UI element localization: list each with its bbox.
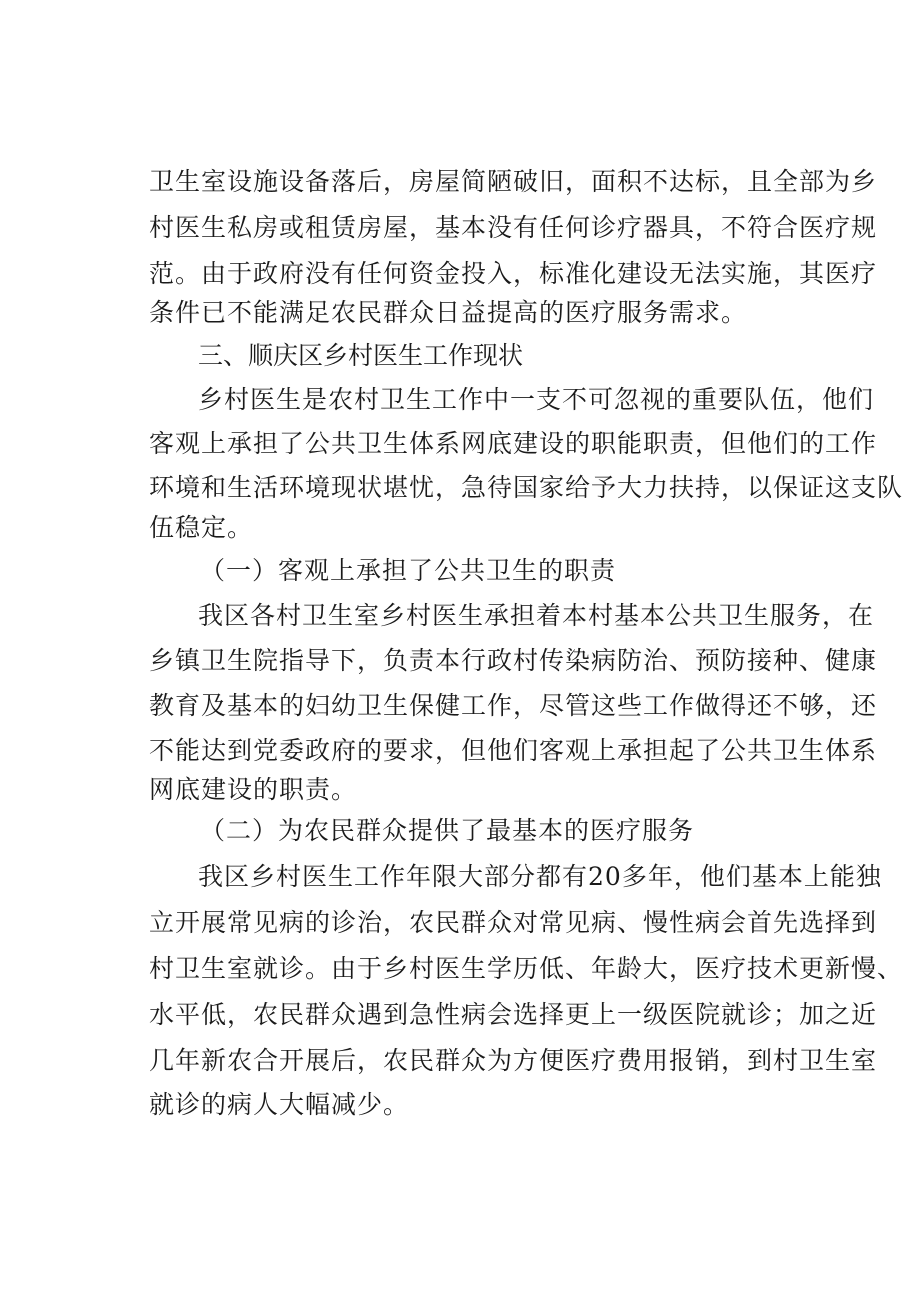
paragraph-4-line: 就诊的病人大幅减少。 (149, 1090, 410, 1119)
paragraph-4-line: 立开展常见病的诊治，农民群众对常见病、慢性病会首先选择到 (149, 908, 878, 937)
paragraph-2-line: 客观上承担了公共卫生体系网底建设的职能职责，但他们的工作 (149, 429, 878, 458)
paragraph-3-line: 网底建设的职责。 (149, 775, 358, 804)
paragraph-4-line: 水平低，农民群众遇到急性病会选择更上一级医院就诊；加之近 (149, 1000, 878, 1029)
paragraph-4-line: 几年新农合开展后，农民群众为方便医疗费用报销，到村卫生室 (149, 1046, 878, 1075)
paragraph-3-line: 乡镇卫生院指导下，负责本行政村传染病防治、预防接种、健康 (149, 646, 878, 675)
paragraph-3-line: 我区各村卫生室乡村医生承担着本村基本公共卫生服务，在 (198, 601, 875, 630)
paragraph-1-line: 卫生室设施设备落后，房屋简陋破旧，面积不达标，且全部为乡 (149, 167, 878, 196)
paragraph-1-line: 范。由于政府没有任何资金投入，标准化建设无法实施，其医疗 (149, 259, 878, 288)
paragraph-4-line: 我区乡村医生工作年限大部分都有20多年，他们基本上能独 (198, 862, 882, 891)
paragraph-1-line: 村医生私房或租赁房屋，基本没有任何诊疗器具，不符合医疗规 (149, 213, 878, 242)
paragraph-1-line: 条件已不能满足农民群众日益提高的医疗服务需求。 (149, 298, 748, 327)
paragraph-3-line: 教育及基本的妇幼卫生保健工作，尽管这些工作做得还不够，还 (149, 691, 878, 720)
paragraph-4-line: 村卫生室就诊。由于乡村医生学历低、年龄大，医疗技术更新慢、 (149, 954, 904, 983)
subheading-2: （二）为农民群众提供了最基本的医疗服务 (200, 816, 695, 845)
paragraph-2-line: 乡村医生是农村卫生工作中一支不可忽视的重要队伍，他们 (198, 385, 875, 414)
paragraph-3-line: 不能达到党委政府的要求，但他们客观上承担起了公共卫生体系 (149, 736, 878, 765)
paragraph-2-line: 环境和生活环境现状堪忧，急待国家给予大力扶持，以保证这支队 (149, 473, 904, 502)
subheading-1: （一）客观上承担了公共卫生的职责 (200, 556, 617, 585)
section-heading-3: 三、顺庆区乡村医生工作现状 (198, 341, 524, 370)
paragraph-2-line: 伍稳定。 (149, 513, 254, 542)
